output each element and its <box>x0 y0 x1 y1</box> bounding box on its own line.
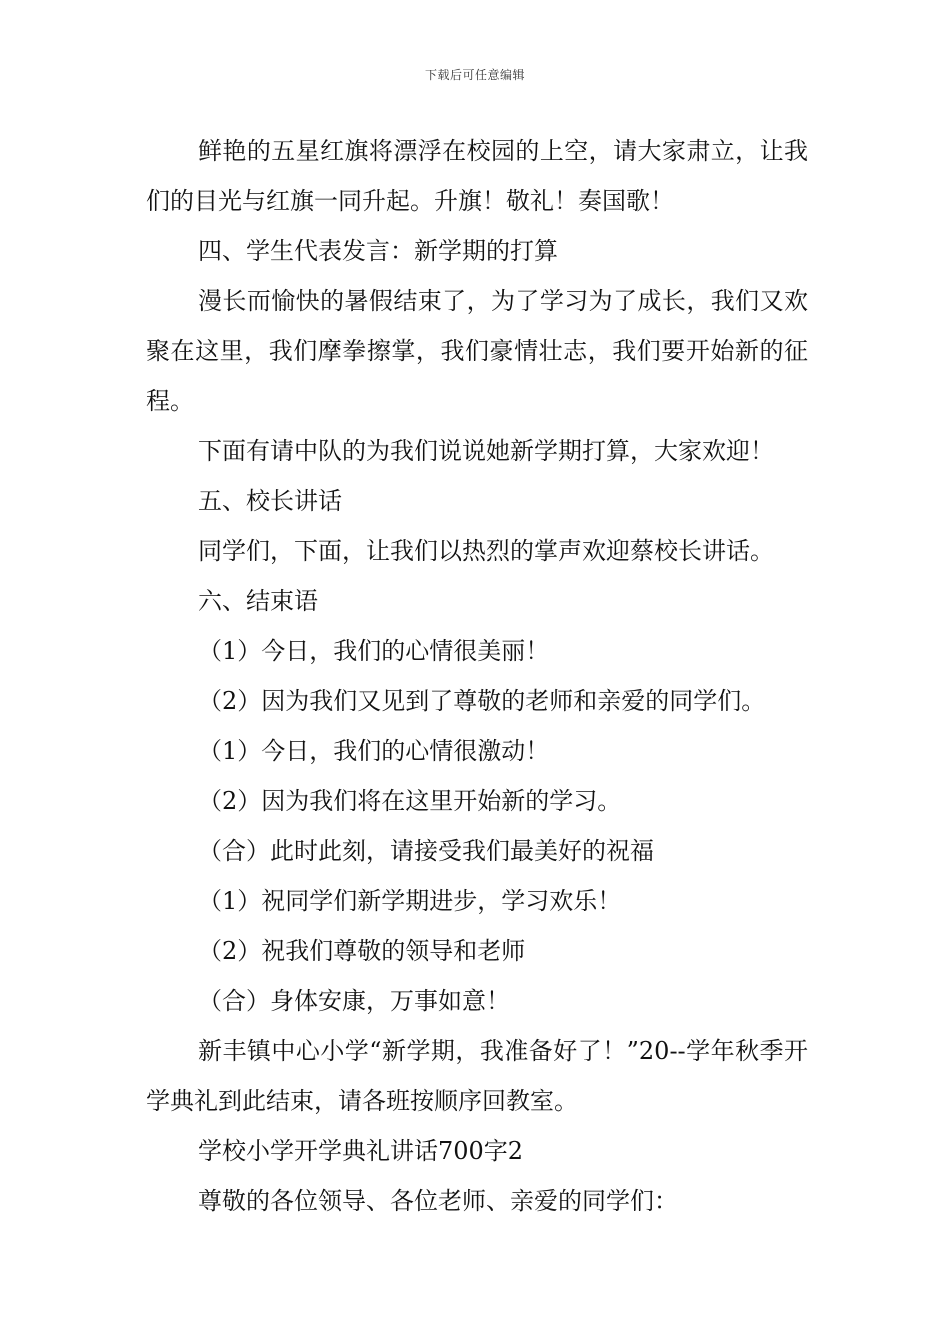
paragraph-flag-raising: 鲜艳的五星红旗将漂浮在校园的上空，请大家肃立，让我们的目光与红旗一同升起。升旗！敬礼！奏国歌！ <box>146 137 808 215</box>
closing-line: （2）因为我们又见到了尊敬的老师和亲爱的同学们。 <box>198 687 766 715</box>
paragraph-summer-end: 漫长而愉快的暑假结束了，为了学习为了成长，我们又欢聚在这里，我们摩拳擦掌，我们豪情壮志，我们要开始新的征程。 <box>146 287 808 415</box>
page-header: 下载后可任意编辑 <box>424 68 525 82</box>
section-title-speech-2: 学校小学开学典礼讲话700字2 <box>198 1137 524 1165</box>
closing-line: （2）因为我们将在这里开始新的学习。 <box>198 787 622 815</box>
section-heading-student-speech: 四、学生代表发言：新学期的打算 <box>198 237 558 265</box>
paragraph-welcome-principal: 同学们，下面，让我们以热烈的掌声欢迎蔡校长讲话。 <box>198 537 774 565</box>
closing-line: （1）祝同学们新学期进步，学习欢乐！ <box>198 887 622 915</box>
paragraph-ceremony-end: 新丰镇中心小学“新学期，我准备好了！”20--学年秋季开学典礼到此结束，请各班按顺序回教室。 <box>146 1037 808 1115</box>
closing-line: （2）祝我们尊敬的领导和老师 <box>198 937 526 965</box>
closing-line: （1）今日，我们的心情很美丽！ <box>198 637 550 665</box>
section-heading-principal-speech: 五、校长讲话 <box>198 487 342 515</box>
section-heading-closing: 六、结束语 <box>198 587 318 615</box>
closing-line: （合）身体安康，万事如意！ <box>198 987 510 1015</box>
paragraph-invite-student: 下面有请中队的为我们说说她新学期打算，大家欢迎！ <box>198 437 774 465</box>
document-body <box>146 126 808 1226</box>
closing-line: （合）此时此刻，请接受我们最美好的祝福 <box>198 837 654 865</box>
paragraph-salutation: 尊敬的各位领导、各位老师、亲爱的同学们： <box>198 1187 678 1215</box>
closing-line: （1）今日，我们的心情很激动！ <box>198 737 550 765</box>
